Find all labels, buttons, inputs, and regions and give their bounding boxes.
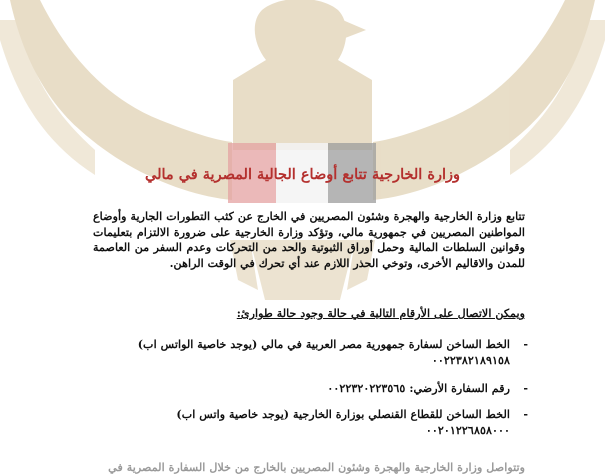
list-bullet: - [523, 381, 528, 395]
contact-label: الخط الساخن لسفارة جمهورية مصر العربية في مالي (يوجد خاصية الواتس اب) [137, 337, 510, 351]
list-bullet: - [523, 407, 528, 421]
intro-paragraph: تتابع وزارة الخارجية والهجرة وشئون المصريين في الخارج عن كثب التطورات الجارية وأوضاع المواطنين المصريين في جمهورية مالي، وتؤكد وزارة الخارجية على ضرورة الالتزام بتعليمات وقوانين السلطات المالية وحمل أوراق الثبوتية والحد من التحركات وعدم السفر من العاصمة للمدن والاقاليم الأخرى، وتوخي الحذر اللازم عند أي تحرك في الوقت الراهن. [93, 209, 525, 270]
contact-number: ٠٠٢٢٣٨٢١٨٩١٥٨ [431, 353, 510, 367]
contact-item [70, 380, 528, 396]
cut-off-paragraph: وتتواصل وزارة الخارجية والهجرة وشئون المصريين بالخارج من خلال السفارة المصرية في [108, 460, 525, 474]
list-bullet: - [523, 337, 528, 351]
contact-label: الخط الساخن للقطاع القنصلي بوزارة الخارجية (يوجد خاصية واتس اب) [176, 407, 510, 421]
contacts-heading: ويمكن الاتصال على الأرقام التالية في حالة وجود حالة طوارئ: [236, 306, 525, 320]
contact-item [70, 336, 528, 368]
contact-number: ٠٠٢٠١٢٢٦٨٥٨٠٠٠ [425, 423, 510, 437]
contact-item [70, 406, 528, 438]
contact-label: رقم السفارة الأرضي: ٠٠٢٢٣٢٠٢٢٣٥٦٥ [327, 381, 510, 395]
page-title: وزارة الخارجية تتابع أوضاع الجالية المصرية في مالي [144, 166, 460, 183]
